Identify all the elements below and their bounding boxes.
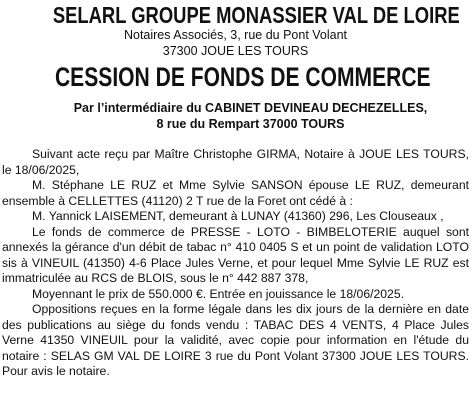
company-address-line1: Notaires Associés, 3, rue du Pont Volant: [123, 28, 348, 42]
paragraph-price: Moyennant le prix de 550.000 €. Entrée en jouissance le 18/06/2025.: [32, 286, 404, 301]
company-address-line2: 37300 JOUE LES TOURS: [162, 43, 309, 58]
paragraph-sellers: M. Stéphane LE RUZ et Mme Sylvie SANSON épouse LE RUZ, demeurant ensemble à CELLETTES (41120) 2 T rue de la Foret ont cédé à :: [2, 178, 469, 208]
company-name-text: SELARL GROUPE MONASSIER VAL DE LOIRE: [52, 2, 460, 28]
paragraph-deed: Suivant acte reçu par Maître Christophe GIRMA, Notaire à JOUE LES TOURS, le 18/06/2025,: [2, 147, 469, 177]
notice-title: [2, 63, 469, 92]
company-name: [2, 3, 469, 28]
paragraph-buyer: M. Yannick LAISEMENT, demeurant à LUNAY (41360) 296, Les Clouseaux ,: [32, 209, 444, 223]
paragraph-oppositions: Oppositions reçues en la forme légale dans les dix jours de la dernière en date des publications au siège du fonds vendu : TABAC DES 4 VENTS, 4 Place Jules Verne 41350 VINEUIL pour la validité, avec copie pour information en l'étude du notaire : SELAS GM VAL DE LOIRE 3 rue du Pont Volant 37300 JOUE LES TOURS. Pour avis le notaire.: [2, 302, 469, 378]
notary-header: [2, 3, 469, 59]
intermediary-line1: Par l’intermédiaire du CABINET DEVINEAU DECHEZELLES,: [73, 101, 428, 115]
notice-body: [2, 147, 469, 380]
paragraph-business: Le fonds de commerce de PRESSE - LOTO - BIMBELOTERIE auquel sont annexés la gérance d'un débit de tabac n° 410 0405 S et un point de validation LOTO sis à VINEUIL (41350) 4-6 Place Jules Verne, et pour lequel Mme Sylvie LE RUZ est immatriculée au RCS de BLOIS, sous le n° 442 887 378,: [2, 224, 469, 285]
intermediary-line2: 8 rue du Rempart 37000 TOURS: [156, 116, 345, 131]
intermediary: [2, 101, 469, 132]
notice-title-text: CESSION DE FONDS DE COMMERCE: [54, 62, 431, 92]
legal-notice: [0, 3, 473, 418]
